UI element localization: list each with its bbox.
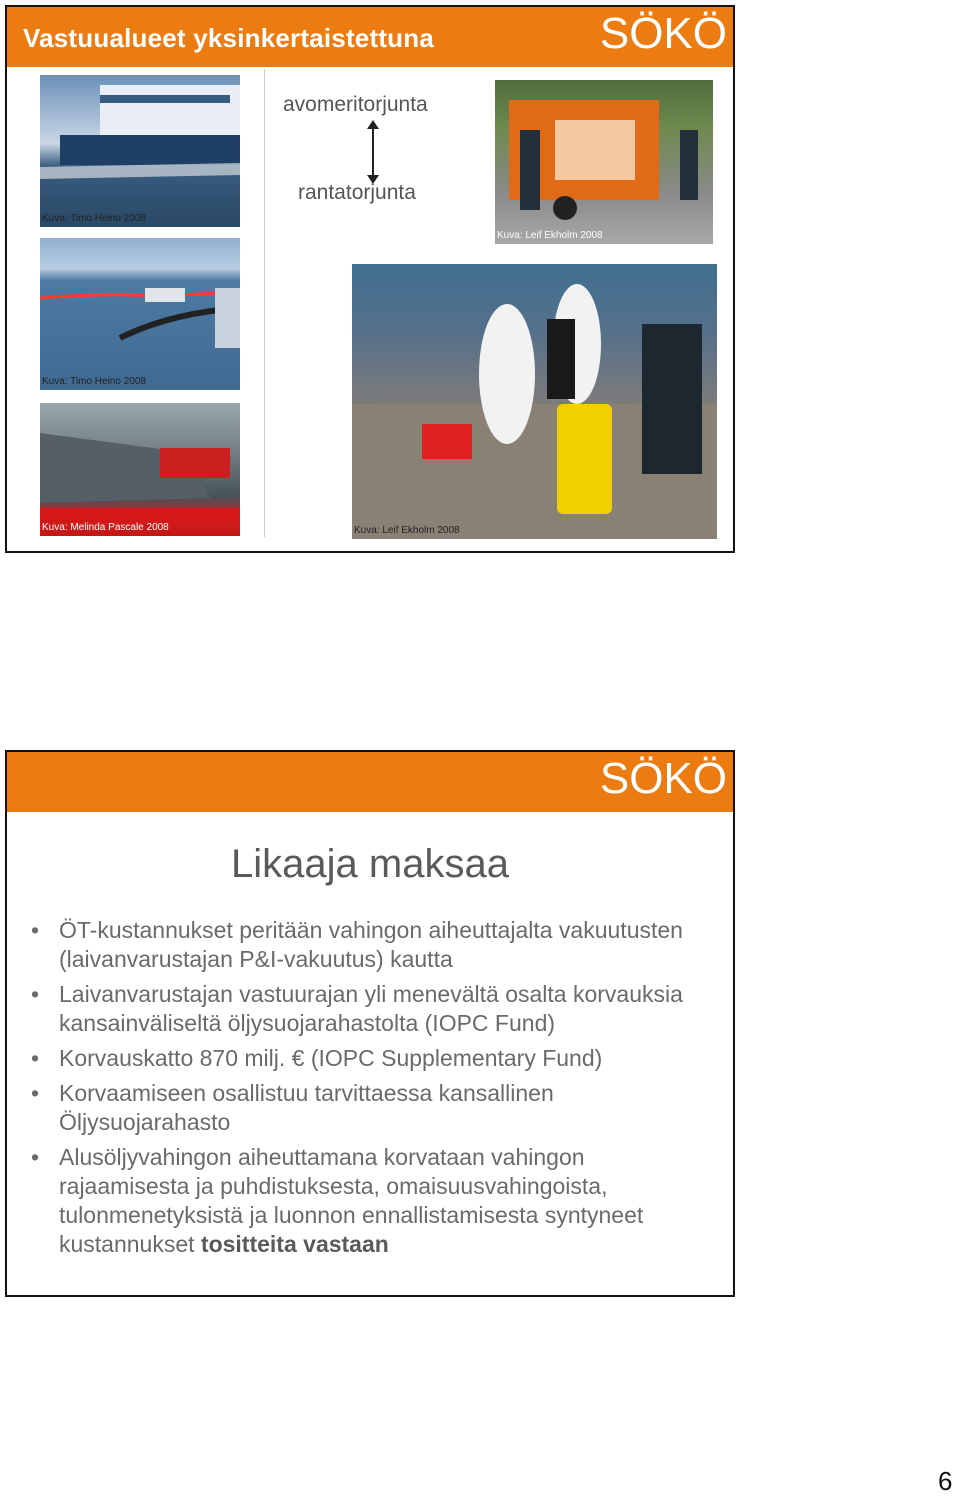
photo-caption: Kuva: Melinda Pascale 2008 xyxy=(42,522,169,533)
page-number: 6 xyxy=(938,1466,953,1496)
photo-shore-cleanup xyxy=(352,264,717,539)
bullet-icon: • xyxy=(31,981,40,1007)
bullet-icon: • xyxy=(31,1045,40,1071)
brand-logo: SÖKÖ xyxy=(599,9,727,58)
brand-logo: SÖKÖ xyxy=(599,754,727,803)
photo-ship-open-sea xyxy=(40,75,240,227)
photo-caption: Kuva: Timo Heino 2008 xyxy=(42,213,146,224)
bullet-item: • Alusöljyvahingon aiheuttamana korvataan vahingon rajaamisesta ja puhdistuksesta, omaisuusvahingoista, tulonmenetyksistä ja luonnon ennallistamisesta syntyneet kustannukset tositteita vastaan xyxy=(31,1144,644,1257)
bullet-icon: • xyxy=(31,1144,40,1170)
bullet-item: • Korvauskatto 870 milj. € (IOPC Supplementary Fund) xyxy=(31,1045,603,1071)
bullet-item: • Korvaamiseen osallistuu tarvittaessa kansallinen Öljysuojarahasto xyxy=(31,1080,554,1135)
double-arrow-icon xyxy=(372,125,374,179)
bullet-item: • Laivanvarustajan vastuurajan yli menevältä osalta korvauksia kansainväliseltä öljysuojarahastolta (IOPC Fund) xyxy=(31,981,683,1036)
slide-title: Vastuualueet yksinkertaistettuna xyxy=(23,23,434,53)
bullet-icon: • xyxy=(31,1080,40,1106)
trailer-illustration xyxy=(495,80,713,244)
slide-vastuualueet xyxy=(5,5,735,553)
photo-caption: Kuva: Leif Ekholm 2008 xyxy=(497,230,603,241)
photo-boom-ship xyxy=(40,238,240,390)
boat-illustration xyxy=(40,403,240,536)
photo-caption: Kuva: Timo Heino 2008 xyxy=(42,376,146,387)
bullet-icon: • xyxy=(31,917,40,943)
ship-illustration xyxy=(40,75,240,227)
photo-trailer xyxy=(495,80,713,244)
slide-header xyxy=(7,752,733,812)
bullet-list xyxy=(29,916,719,1265)
label-shore: rantatorjunta xyxy=(298,181,416,204)
shore-illustration xyxy=(352,264,717,539)
photo-caption: Kuva: Leif Ekholm 2008 xyxy=(354,525,460,536)
divider xyxy=(264,69,265,537)
photo-landing-boat xyxy=(40,403,240,536)
label-open-sea: avomeritorjunta xyxy=(283,93,428,116)
slide-title: Likaaja maksaa xyxy=(231,842,509,886)
bullet-item: • ÖT-kustannukset peritään vahingon aiheuttajalta vakuutusten (laivanvarustajan P&I-vakuutus) kautta xyxy=(31,917,683,972)
slide-header xyxy=(7,7,733,67)
slide-likaaja-maksaa xyxy=(5,750,735,1297)
boom-illustration xyxy=(40,238,240,390)
bold-emphasis: tositteita vastaan xyxy=(200,1231,389,1257)
